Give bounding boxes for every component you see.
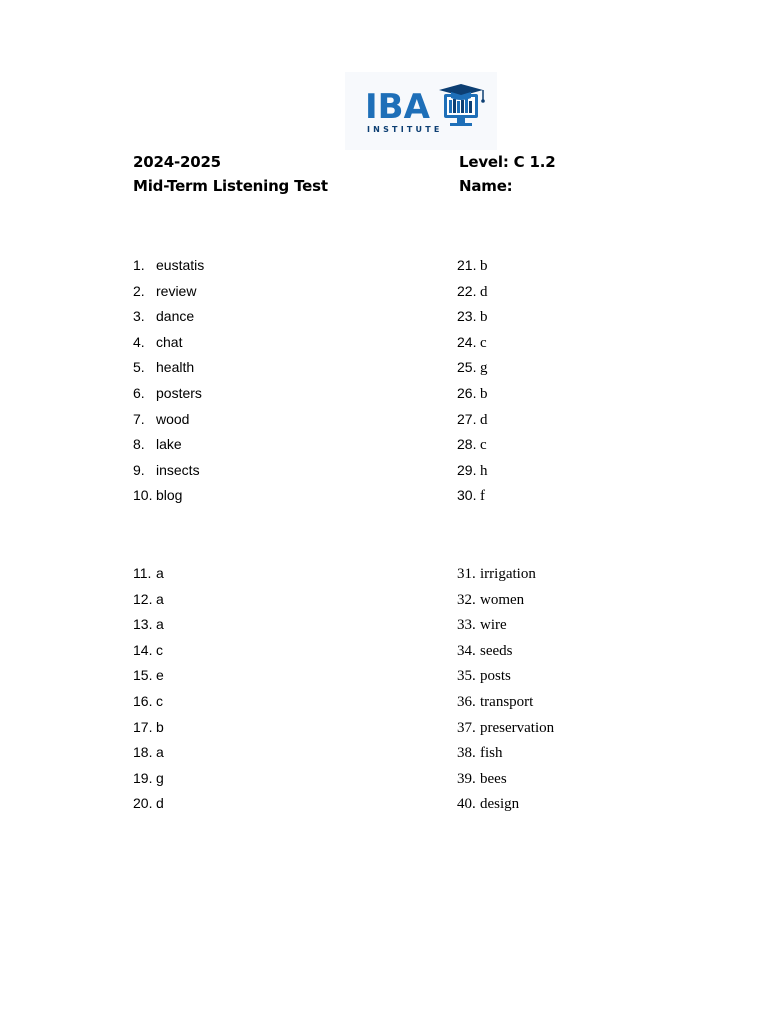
question-number: 24. bbox=[457, 333, 477, 350]
answer-text: d bbox=[480, 411, 488, 428]
answer-text: wood bbox=[156, 410, 190, 427]
question-number: 19. bbox=[133, 769, 153, 786]
answer-text: g bbox=[156, 769, 164, 786]
answer-item bbox=[133, 407, 204, 433]
answer-text: a bbox=[156, 744, 164, 761]
question-number: 28. bbox=[457, 436, 477, 453]
logo-subtitle: INSTITUTE bbox=[367, 125, 443, 134]
answers-31-40 bbox=[457, 561, 554, 817]
answer-text: f bbox=[480, 488, 485, 505]
question-number: 12. bbox=[133, 590, 153, 607]
answer-text: e bbox=[156, 667, 164, 684]
answer-text: b bbox=[480, 385, 488, 402]
answer-text: wire bbox=[480, 617, 507, 634]
answer-text: review bbox=[156, 282, 197, 299]
answer-item bbox=[457, 638, 554, 664]
answer-text: chat bbox=[156, 333, 183, 350]
answer-text: d bbox=[480, 283, 488, 300]
question-number: 23. bbox=[457, 308, 477, 325]
answer-text: transport bbox=[480, 693, 534, 710]
answer-text: g bbox=[480, 360, 488, 377]
answer-item bbox=[457, 740, 554, 766]
answer-text: posts bbox=[480, 668, 511, 685]
question-number: 16. bbox=[133, 692, 153, 709]
answer-item bbox=[133, 587, 164, 613]
question-number: 31. bbox=[457, 566, 476, 582]
answer-text: health bbox=[156, 359, 195, 376]
question-number: 34. bbox=[457, 642, 476, 659]
logo-wordmark: IBA bbox=[365, 87, 430, 127]
question-number: 20. bbox=[133, 795, 153, 812]
answer-item bbox=[457, 355, 488, 381]
question-number: 7. bbox=[133, 410, 145, 427]
answer-text: women bbox=[480, 591, 525, 608]
question-number: 18. bbox=[133, 744, 153, 761]
answer-item bbox=[133, 355, 204, 381]
question-number: 22. bbox=[457, 282, 477, 299]
answer-item bbox=[133, 689, 164, 715]
question-number: 25. bbox=[457, 359, 477, 376]
answer-item bbox=[133, 791, 164, 817]
question-number: 13. bbox=[133, 616, 153, 633]
answer-text: c bbox=[156, 692, 163, 709]
answer-item bbox=[133, 766, 164, 792]
question-number: 3. bbox=[133, 308, 145, 325]
answer-item bbox=[457, 253, 488, 279]
question-number: 36. bbox=[457, 693, 476, 710]
question-number: 38. bbox=[457, 745, 476, 762]
question-number: 2. bbox=[133, 282, 145, 299]
answer-text: blog bbox=[156, 487, 183, 504]
question-number: 26. bbox=[457, 384, 477, 401]
question-number: 14. bbox=[133, 641, 153, 658]
answers-1-10 bbox=[133, 253, 204, 509]
answer-item bbox=[457, 483, 488, 509]
answer-item bbox=[457, 304, 488, 330]
question-number: 35. bbox=[457, 668, 476, 685]
answer-item bbox=[457, 458, 488, 484]
level-label: Level: C 1.2 bbox=[459, 153, 556, 171]
answer-item bbox=[133, 330, 204, 356]
answer-text: c bbox=[480, 334, 487, 351]
answer-item bbox=[457, 612, 554, 638]
question-number: 15. bbox=[133, 667, 153, 684]
answer-item bbox=[133, 432, 204, 458]
question-number: 8. bbox=[133, 436, 145, 453]
answer-text: b bbox=[156, 718, 164, 735]
answers-11-20 bbox=[133, 561, 164, 817]
iba-institute-logo bbox=[345, 72, 497, 150]
question-number: 1. bbox=[133, 257, 145, 273]
answer-item bbox=[457, 432, 488, 458]
answer-text: bees bbox=[480, 770, 507, 787]
question-number: 37. bbox=[457, 719, 476, 736]
answer-item bbox=[133, 561, 164, 587]
answer-item bbox=[133, 458, 204, 484]
answer-text: insects bbox=[156, 461, 200, 478]
answer-text: irrigation bbox=[480, 566, 536, 582]
logo-graphic bbox=[345, 72, 497, 150]
question-number: 5. bbox=[133, 359, 145, 376]
answer-text: a bbox=[156, 616, 164, 633]
answer-text: b bbox=[480, 258, 488, 274]
question-number: 11. bbox=[133, 565, 152, 581]
school-year: 2024-2025 bbox=[133, 153, 221, 171]
answer-text: design bbox=[480, 796, 520, 813]
answer-text: d bbox=[156, 795, 164, 812]
answer-item bbox=[133, 612, 164, 638]
answer-item bbox=[457, 407, 488, 433]
answer-item bbox=[457, 587, 554, 613]
answer-item bbox=[133, 483, 204, 509]
answer-item bbox=[457, 279, 488, 305]
question-number: 33. bbox=[457, 617, 476, 634]
answer-item bbox=[133, 304, 204, 330]
answer-item bbox=[457, 663, 554, 689]
answer-item bbox=[133, 740, 164, 766]
answer-item bbox=[457, 561, 554, 587]
question-number: 4. bbox=[133, 333, 145, 350]
answer-text: posters bbox=[156, 384, 202, 401]
answer-item bbox=[457, 330, 488, 356]
answer-text: c bbox=[480, 437, 487, 454]
header-left bbox=[133, 150, 328, 198]
answer-text: preservation bbox=[480, 719, 555, 736]
answer-text: fish bbox=[480, 745, 503, 762]
question-number: 29. bbox=[457, 461, 477, 478]
answer-text: h bbox=[480, 462, 488, 479]
answer-text: dance bbox=[156, 308, 195, 325]
answer-text: lake bbox=[156, 436, 182, 453]
answer-text: seeds bbox=[480, 642, 513, 659]
answer-item bbox=[457, 381, 488, 407]
header-right bbox=[459, 150, 555, 198]
question-number: 32. bbox=[457, 591, 476, 608]
answer-text: a bbox=[156, 565, 164, 581]
answer-item bbox=[133, 638, 164, 664]
question-number: 30. bbox=[457, 487, 477, 504]
name-label: Name: bbox=[459, 177, 513, 195]
answer-text: a bbox=[156, 590, 164, 607]
question-number: 27. bbox=[457, 410, 477, 427]
answer-item bbox=[133, 253, 204, 279]
answer-item bbox=[133, 381, 204, 407]
question-number: 21. bbox=[457, 257, 477, 273]
answer-item bbox=[133, 279, 204, 305]
answer-item bbox=[457, 715, 554, 741]
question-number: 39. bbox=[457, 770, 476, 787]
question-number: 40. bbox=[457, 796, 476, 813]
answer-text: b bbox=[480, 309, 488, 326]
answers-21-30 bbox=[457, 253, 488, 509]
answer-item bbox=[457, 689, 554, 715]
answer-item bbox=[133, 663, 164, 689]
answer-item bbox=[133, 715, 164, 741]
answer-text: c bbox=[156, 641, 163, 658]
answer-item bbox=[457, 791, 554, 817]
question-number: 9. bbox=[133, 461, 145, 478]
answer-text: eustatis bbox=[156, 257, 205, 273]
question-number: 6. bbox=[133, 384, 145, 401]
test-title: Mid-Term Listening Test bbox=[133, 177, 328, 195]
answer-item bbox=[457, 766, 554, 792]
question-number: 10. bbox=[133, 487, 153, 504]
question-number: 17. bbox=[133, 718, 153, 735]
